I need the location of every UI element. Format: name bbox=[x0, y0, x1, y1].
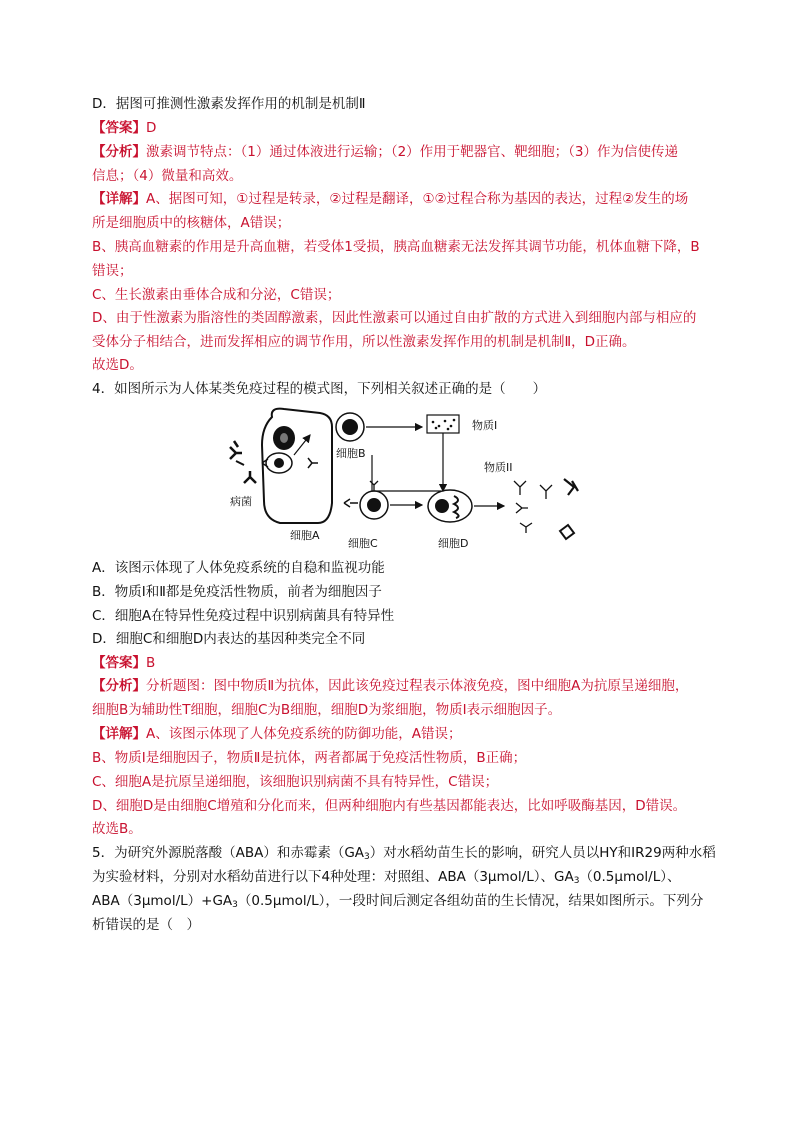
q5-line-3 bbox=[92, 892, 703, 914]
bacteria-icon bbox=[230, 441, 256, 508]
q4-conclusion: 故选B。 bbox=[92, 821, 142, 837]
q4-stem-line bbox=[92, 380, 546, 398]
cell-b bbox=[336, 413, 366, 460]
q3-detail-line-3: B、胰高血糖素的作用是升高血糖，若受体1受损，胰高血糖素无法发挥其调节功能，机体血糖下降，B bbox=[92, 239, 700, 255]
q4-answer-line bbox=[92, 654, 155, 672]
label-substance-i: 物质Ⅰ bbox=[472, 419, 498, 432]
answer-tag: 【答案】 bbox=[92, 120, 146, 136]
analysis-text: 激素调节特点：（1）通过体液进行运输；（2）作用于靶器官、靶细胞；（3）作为信使传递 bbox=[146, 144, 679, 160]
q4-detail-line-4: D、细胞D是由细胞C增殖和分化而来，但两种细胞内有些基因都能表达，比如呼吸酶基因，D错误。 bbox=[92, 798, 687, 814]
answer-value: D bbox=[146, 120, 157, 136]
q3-conclusion: 故选D。 bbox=[92, 357, 143, 373]
q5-text: 为实验材料，分别对水稻幼苗进行以下4种处理：对照组、ABA（3μmol/L）、GA bbox=[92, 869, 574, 885]
q4-detail-line-2: B、物质Ⅰ是细胞因子，物质Ⅱ是抗体，两者都属于免疫活性物质，B正确； bbox=[92, 750, 527, 766]
q5-text: ABA（3μmol/L）+GA bbox=[92, 893, 233, 909]
q5-text: 为研究外源脱落酸（ABA）和赤霉素（GA bbox=[114, 845, 365, 861]
q3-detail-line-5: C、生长激素由垂体合成和分泌，C错误； bbox=[92, 287, 341, 303]
detail-text: A、据图可知，①过程是转录，②过程是翻译，①②过程合称为基因的表达，过程②发生的场 bbox=[146, 191, 689, 207]
q3-analysis-line-2: 信息；（4）微量和高效。 bbox=[92, 168, 243, 184]
label-cell-b: 细胞B bbox=[336, 447, 366, 460]
cell-d bbox=[428, 490, 472, 550]
analysis-text: 分析题图：图中物质Ⅱ为抗体，因此该免疫过程表示体液免疫，图中细胞A为抗原呈递细胞， bbox=[146, 678, 689, 694]
q3-detail-line-7: 受体分子相结合，进而发挥相应的调节作用，所以性激素发挥作用的机制是机制Ⅱ，D正确。 bbox=[92, 334, 636, 350]
question-number: 4． bbox=[92, 381, 115, 397]
detail-text: A、该图示体现了人体免疫系统的防御功能，A错误； bbox=[146, 726, 462, 742]
detail-tag: 【详解】 bbox=[92, 191, 146, 207]
q5-line-4: 析错误的是（ ） bbox=[92, 917, 200, 933]
question-stem: 如图所示为人体某类免疫过程的模式图，下列相关叙述正确的是（ ） bbox=[114, 381, 547, 397]
answer-value: B bbox=[146, 655, 156, 671]
cell-a bbox=[262, 409, 332, 523]
q5-line-2 bbox=[92, 868, 680, 890]
subscript: 3 bbox=[573, 876, 580, 886]
label-substance-ii: 物质ⅠⅠ bbox=[484, 461, 513, 474]
q5-text: ）对水稻幼苗生长的影响，研究人员以HY和IR29两种水稻 bbox=[369, 845, 716, 861]
analysis-tag: 【分析】 bbox=[92, 144, 146, 160]
q4-option-d: D．细胞C和细胞D内表达的基因种类完全不同 bbox=[92, 631, 366, 647]
label-cell-d: 细胞D bbox=[438, 537, 469, 550]
subscript: 3 bbox=[364, 852, 370, 862]
immune-process-diagram bbox=[222, 405, 592, 555]
q5-text: （0.5μmol/L），一段时间后测定各组幼苗的生长情况，结果如图所示。下列分 bbox=[237, 893, 704, 909]
question-number: 5． bbox=[92, 845, 115, 861]
analysis-tag: 【分析】 bbox=[92, 678, 146, 694]
q4-analysis-line-1 bbox=[92, 677, 688, 695]
q4-option-b: B．物质Ⅰ和Ⅱ都是免疫活性物质，前者为细胞因子 bbox=[92, 584, 382, 600]
q4-option-a: A．该图示体现了人体免疫系统的自稳和监视功能 bbox=[92, 560, 385, 576]
q3-detail-line-1 bbox=[92, 190, 688, 208]
detail-tag: 【详解】 bbox=[92, 726, 146, 742]
substance-i-box bbox=[427, 415, 497, 433]
q3-detail-line-4: 错误； bbox=[92, 263, 133, 279]
q3-detail-line-2: 所是细胞质中的核糖体，A错误； bbox=[92, 215, 291, 231]
label-cell-a: 细胞A bbox=[290, 529, 320, 542]
label-cell-c: 细胞C bbox=[348, 537, 378, 550]
subscript: 3 bbox=[232, 900, 238, 910]
q4-option-c: C．细胞A在特异性免疫过程中识别病菌具有特异性 bbox=[92, 608, 395, 624]
q5-line-1 bbox=[92, 844, 716, 866]
q3-option-d: D．据图可推测性激素发挥作用的机制是机制Ⅱ bbox=[92, 96, 366, 112]
q3-detail-line-6: D、由于性激素为脂溶性的类固醇激素，因此性激素可以通过自由扩散的方式进入到细胞内部与相应的 bbox=[92, 310, 697, 326]
substance-ii-antibodies bbox=[484, 460, 578, 539]
q4-analysis-line-2: 细胞B为辅助性T细胞，细胞C为B细胞，细胞D为浆细胞，物质I表示细胞因子。 bbox=[92, 702, 562, 718]
q4-detail-line-3: C、细胞A是抗原呈递细胞，该细胞识别病菌不具有特异性，C错误； bbox=[92, 774, 499, 790]
q3-analysis-line-1 bbox=[92, 143, 678, 161]
q4-detail-line-1 bbox=[92, 725, 461, 743]
answer-tag: 【答案】 bbox=[92, 655, 146, 671]
q5-text: （0.5μmol/L）、 bbox=[579, 869, 681, 885]
q3-answer-line bbox=[92, 119, 156, 137]
label-bacteria: 病菌 bbox=[230, 495, 252, 508]
